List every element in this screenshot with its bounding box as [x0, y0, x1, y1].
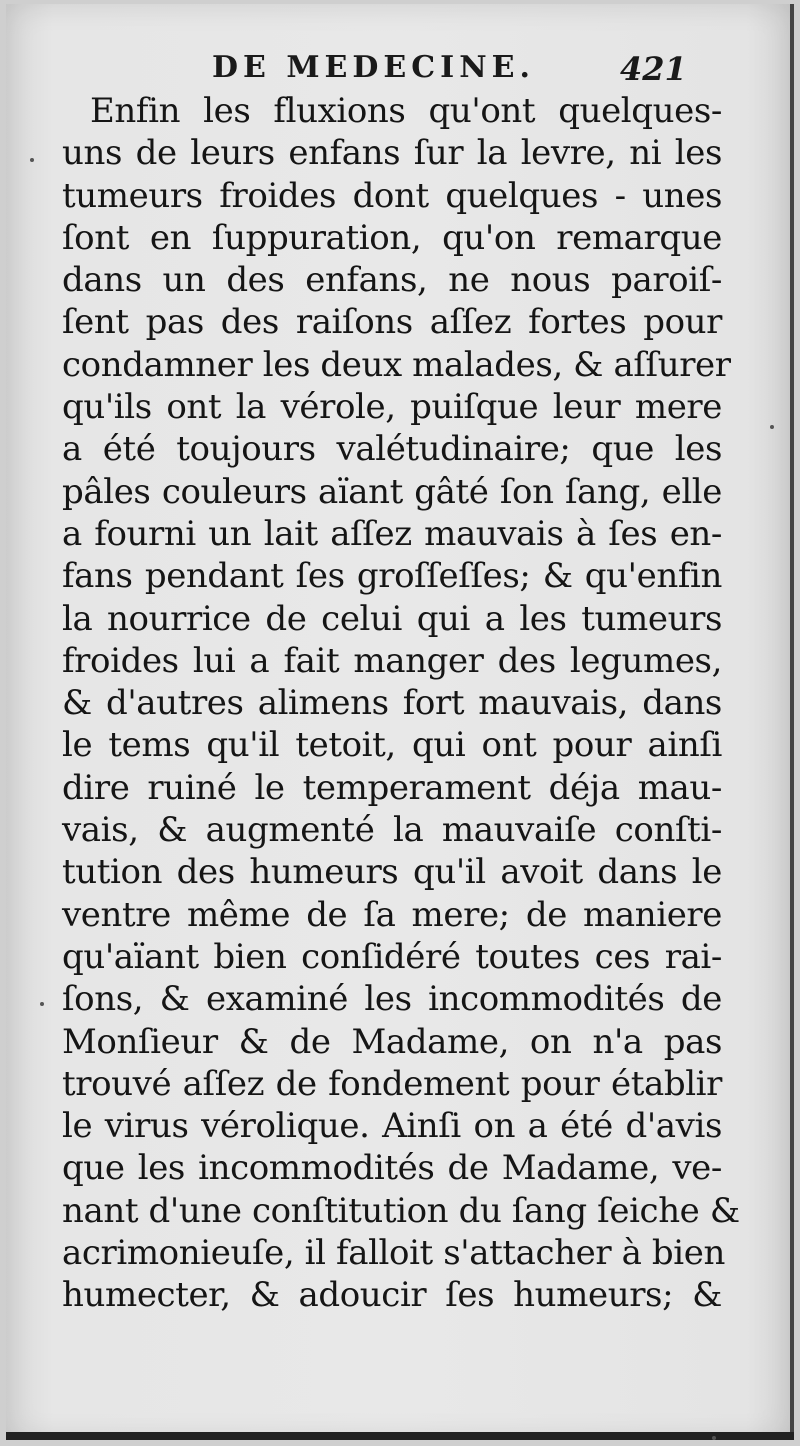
paper-speck: [712, 1436, 716, 1440]
text-line: condamner les deux malades, & aſſurer: [62, 344, 731, 385]
text-line: vais, & augmenté la mauvaiſe conſti-: [62, 810, 722, 851]
paper-speck: [770, 425, 774, 429]
running-head-title: DE MEDECINE.: [212, 50, 535, 85]
text-line: tumeurs froides dont quelques - unes: [62, 175, 722, 216]
text-line: humecter, & adoucir ſes humeurs; &: [62, 1275, 722, 1316]
text-line: a été toujours valétudinaire; que les: [62, 429, 722, 470]
text-line: qu'aïant bien conſidéré toutes ces rai-: [62, 936, 722, 977]
text-line: ſons, & examiné les incommodités de: [62, 979, 722, 1020]
text-line: froides lui a fait manger des legumes,: [62, 640, 722, 681]
page-number: 421: [620, 50, 687, 88]
text-line: Monſieur & de Madame, on n'a pas: [62, 1021, 722, 1062]
text-line: ventre même de ſa mere; de maniere: [62, 894, 722, 935]
paper-speck: [40, 1002, 44, 1006]
paper-speck: [30, 158, 34, 162]
text-line: ſent pas des raiſons aſſez fortes pour: [62, 302, 722, 343]
text-line: que les incommodités de Madame, ve-: [62, 1148, 722, 1189]
page-edge-shadow: [790, 4, 794, 1440]
page-bottom-shadow: [6, 1432, 794, 1440]
text-line: dire ruiné le temperament déja mau-: [62, 767, 722, 808]
text-line: tution des humeurs qu'il avoit dans le: [62, 852, 722, 893]
text-line: & d'autres alimens fort mauvais, dans: [62, 683, 722, 724]
text-line: uns de leurs enfans ſur la levre, ni les: [62, 133, 722, 174]
text-line: le tems qu'il tetoit, qui ont pour ainſi: [62, 725, 722, 766]
text-line: ſont en ſuppuration, qu'on remarque: [62, 217, 722, 258]
text-line: qu'ils ont la vérole, puiſque leur mere: [62, 387, 722, 428]
text-line: dans un des enfans, ne nous paroiſ-: [62, 260, 722, 301]
text-line: trouvé aſſez de fondement pour établir: [62, 1063, 722, 1104]
body-text: [62, 90, 740, 1317]
text-line: le virus vérolique. Ainſi on a été d'avis: [62, 1106, 722, 1147]
text-line: la nourrice de celui qui a les tumeurs: [62, 598, 722, 639]
text-line: pâles couleurs aïant gâté ſon ſang, elle: [62, 471, 722, 512]
text-line: a fourni un lait aſſez mauvais à ſes en-: [62, 513, 722, 554]
running-head: [0, 50, 800, 90]
text-line: fans pendant ſes groſſeſſes; & qu'enfin: [62, 556, 722, 597]
text-line: acrimonieuſe, il falloit s'attacher à bien: [62, 1233, 725, 1274]
text-line: nant d'une conſtitution du ſang ſeiche &: [62, 1190, 740, 1231]
text-line: Enfin les fluxions qu'ont quelques-: [90, 91, 722, 131]
